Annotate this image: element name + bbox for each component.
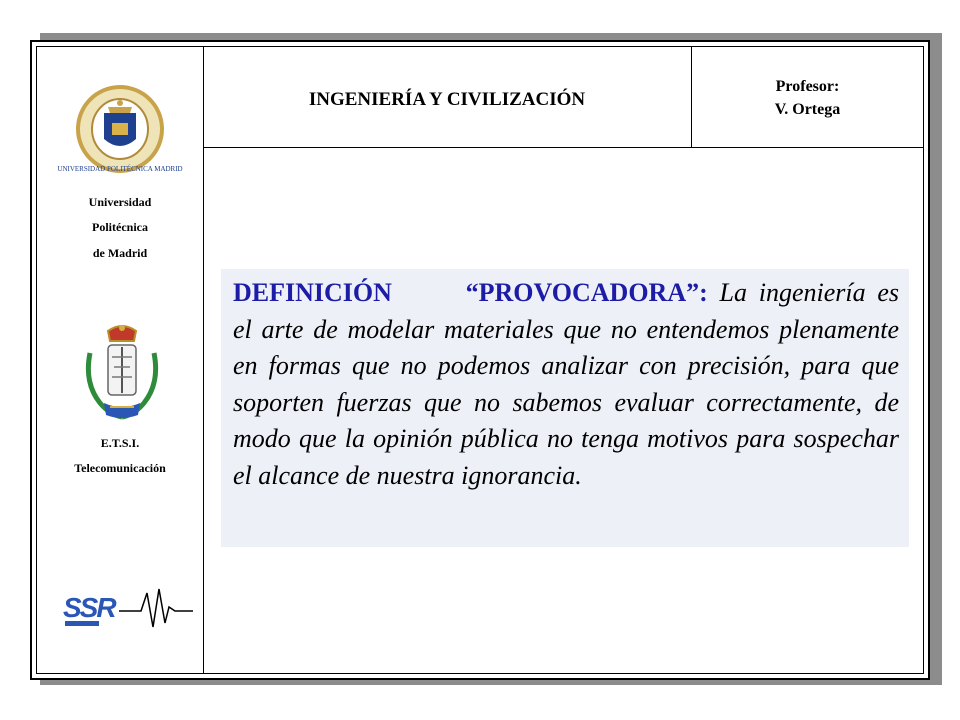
ssr-logo-text: SSR [63,592,115,623]
university-line1: Universidad [88,195,152,209]
header-divider [203,147,923,148]
sidebar [37,47,203,673]
etsi-crest-logo [80,323,164,423]
slide-inner-border [36,46,924,674]
slide-frame [30,40,930,680]
page-title: INGENIERÍA Y CIVILIZACIÓN [308,89,586,110]
left-divider [203,47,204,673]
professor-name: V. Ortega [774,101,841,118]
definition-body: La ingeniería es el arte de modelar materiales que no entendemos plenamente en formas que no podemos analizar con precisión, para que soporten fuerzas que no sabemos evaluar correctamente, de modo que la opinión pública no tenga motivos para sospechar el alcance de nuestra ignorancia. [233,278,899,490]
definition-box [221,269,909,547]
ssr-logo [57,583,197,633]
university-line3: de Madrid [92,246,148,260]
university-line2: Politécnica [92,220,148,234]
definition-text [233,275,899,494]
upm-seal-logo [57,83,183,175]
school-line2: Telecomunicación [74,461,166,475]
professor-label: Profesor: [775,78,840,95]
school-line1: E.T.S.I. [100,436,140,450]
definition-heading: DEFINICIÓN “PROVOCADORA”: [233,278,708,307]
professor-block [692,75,923,121]
upm-seal-text: UNIVERSIDAD POLITÉCNICA MADRID [57,165,183,173]
